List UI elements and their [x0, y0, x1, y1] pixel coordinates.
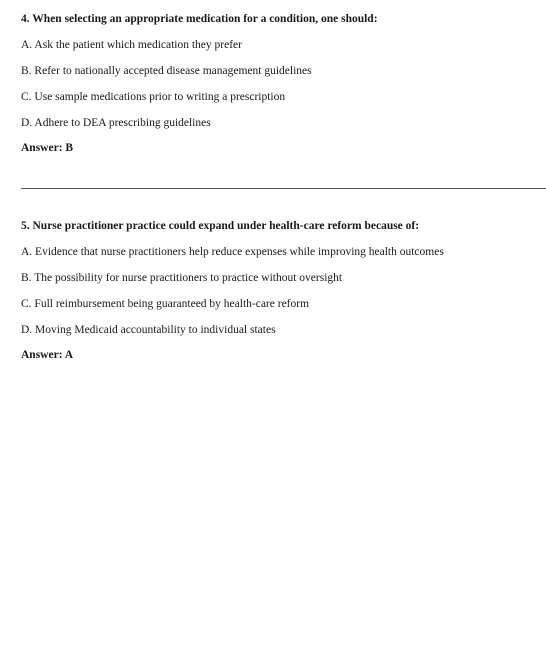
- option-d: D. Moving Medicaid accountability to individual states: [21, 324, 276, 336]
- option-d: D. Adhere to DEA prescribing guidelines: [21, 117, 211, 129]
- question-title: 5. Nurse practitioner practice could expand under health-care reform because of:: [21, 220, 420, 232]
- question-title: 4. When selecting an appropriate medication for a condition, one should:: [21, 13, 378, 25]
- option-a: A. Ask the patient which medication they prefer: [21, 39, 242, 51]
- option-a: A. Evidence that nurse practitioners help reduce expenses while improving health outcomes: [21, 246, 444, 258]
- option-c: C. Full reimbursement being guaranteed by health-care reform: [21, 298, 310, 310]
- answer-label: Answer: B: [21, 142, 74, 154]
- option-c: C. Use sample medications prior to writing a prescription: [21, 91, 286, 103]
- option-b: B. The possibility for nurse practitioners to practice without oversight: [21, 272, 343, 284]
- option-b: B. Refer to nationally accepted disease management guidelines: [21, 65, 312, 77]
- answer-label: Answer: A: [21, 349, 74, 361]
- section-divider: [21, 188, 546, 189]
